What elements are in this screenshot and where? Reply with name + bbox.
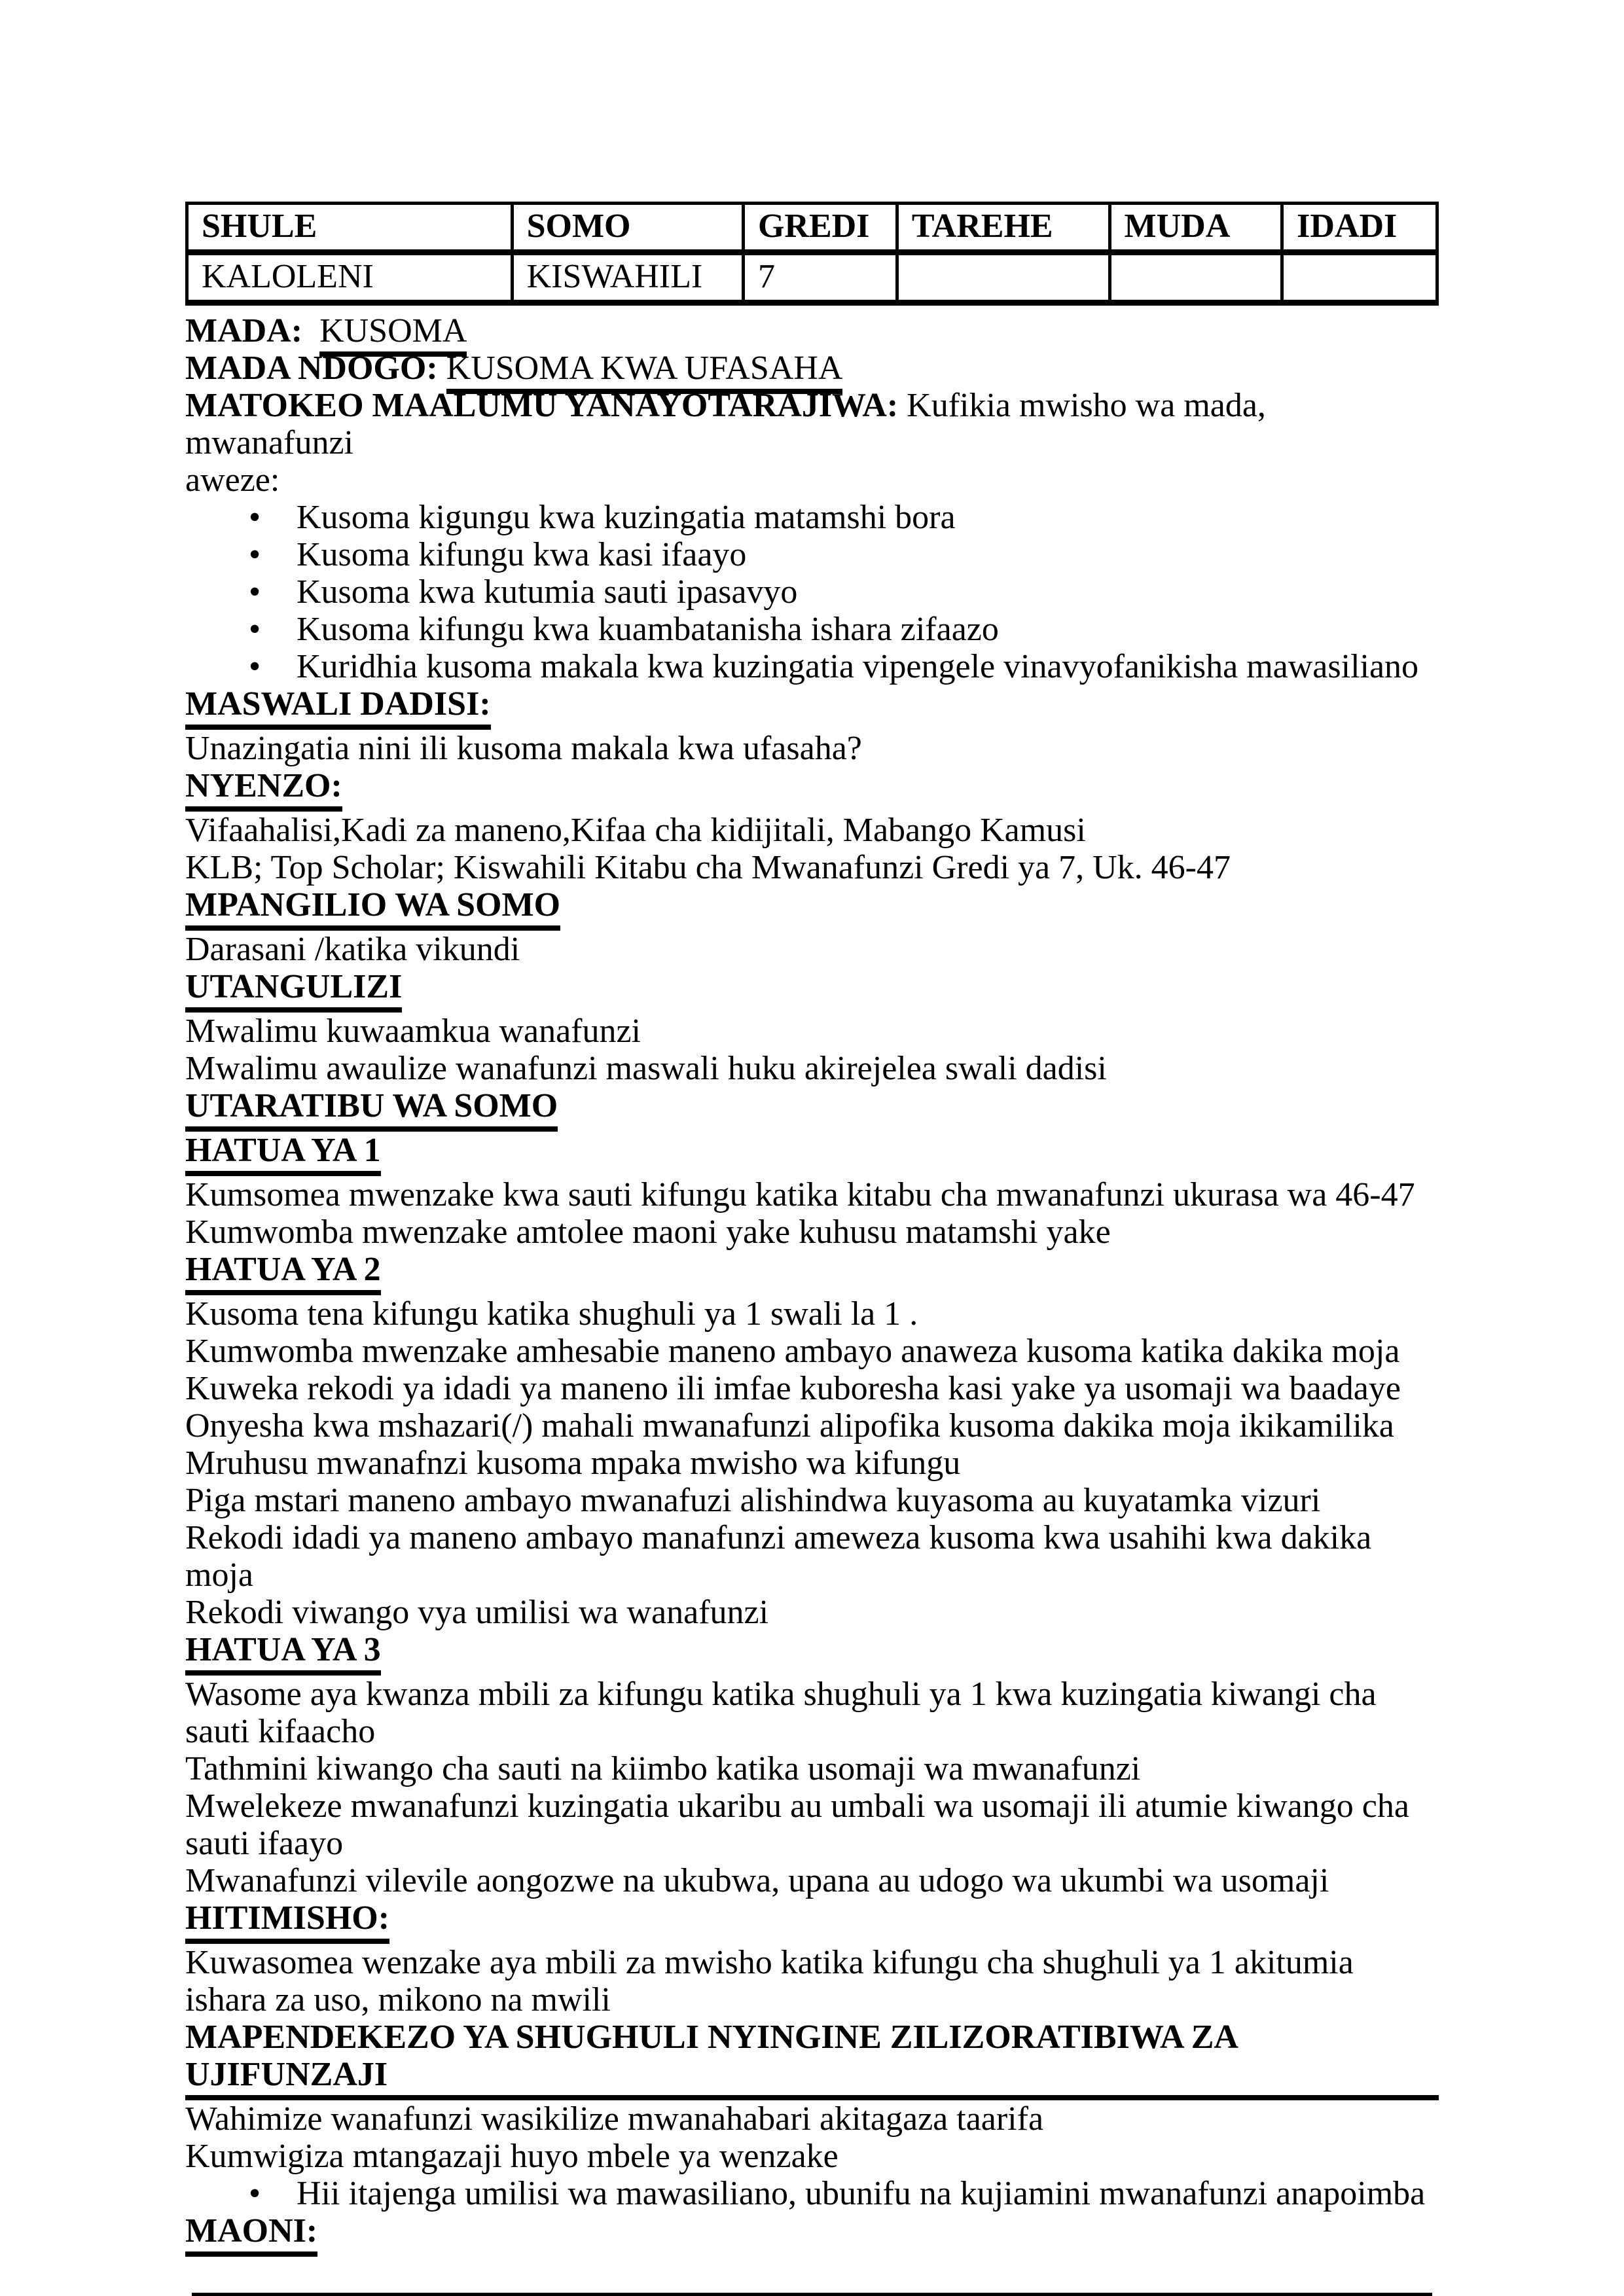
hatua2-line: Kuweka rekodi ya idadi ya maneno ili imfae kuboresha kasi yake ya usomaji wa baadaye	[185, 1370, 1401, 1407]
mapendekezo-heading: MAPENDEKEZO YA SHUGHULI NYINGINE ZILIZORATIBIWA ZA UJIFUNZAJI	[185, 2018, 1439, 2100]
header-table-data-row	[187, 253, 1437, 303]
hatua1-heading: HATUA YA 1	[185, 1132, 1439, 1176]
mpangilio-text: Darasani /katika vikundi	[185, 931, 520, 968]
cell-tarehe	[897, 253, 1110, 303]
col-shule: SHULE	[187, 204, 513, 253]
mada-ndogo-value: KUSOMA KWA UFASAHA	[446, 350, 843, 394]
objective-item	[185, 499, 1439, 536]
maswali-dadisi-heading: MASWALI DADISI:	[185, 685, 1439, 730]
hatua3-line: Mwanafunzi vilevile aongozwe na ukubwa, upana au udogo wa ukumbi wa usomaji	[185, 1862, 1329, 1899]
mada-value: KUSOMA	[319, 312, 467, 357]
hatua3-line: Wasome aya kwanza mbili za kifungu katika shughuli ya 1 kwa kuzingatia kiwangi cha sauti kifaacho	[185, 1676, 1377, 1750]
mapendekezo-line: Wahimize wanafunzi wasikilize mwanahabari akitagaza taarifa	[185, 2100, 1044, 2138]
utaratibu-heading: UTARATIBU WA SOMO	[185, 1087, 1439, 1132]
objective-text: Kusoma kifungu kwa kuambatanisha ishara zifaazo	[297, 611, 999, 648]
utangulizi-line: Mwalimu kuwaamkua wanafunzi	[185, 1013, 641, 1050]
hatua2-line: Onyesha kwa mshazari(/) mahali mwanafunzi alipofika kusoma dakika moja ikikamilika	[185, 1407, 1394, 1444]
maswali-dadisi-text: Unazingatia nini ili kusoma makala kwa ufasaha?	[185, 730, 862, 767]
nyenzo-heading: NYENZO:	[185, 767, 1439, 812]
bullet-marker: •	[249, 573, 261, 611]
maoni-writing-line	[192, 2293, 1432, 2296]
cell-somo: KISWAHILI	[512, 253, 743, 303]
bullet-marker: •	[249, 2175, 261, 2212]
header-table	[185, 202, 1439, 306]
hitimisho-heading: HITIMISHO:	[185, 1899, 1439, 1944]
mada-line	[185, 312, 1439, 350]
col-gredi: GREDI	[743, 204, 897, 253]
utangulizi-line: Mwalimu awaulize wanafunzi maswali huku akirejelea swali dadisi	[185, 1050, 1107, 1087]
cell-gredi: 7	[743, 253, 897, 303]
bullet-marker: •	[249, 611, 261, 648]
mada-ndogo-label: MADA NDOGO:	[185, 350, 438, 387]
hatua1-line: Kumwomba mwenzake amtolee maoni yake kuhusu matamshi yake	[185, 1213, 1111, 1251]
objective-text: Kusoma kigungu kwa kuzingatia matamshi bora	[297, 499, 956, 536]
matokeo-line	[185, 387, 1439, 499]
header-table-head-row	[187, 204, 1437, 253]
mapendekezo-bullet-item	[185, 2175, 1439, 2212]
mapendekezo-bullet-list	[185, 2175, 1439, 2212]
nyenzo-text: Vifaahalisi,Kadi za maneno,Kifaa cha kidijitali, Mabango Kamusi	[185, 812, 1086, 849]
hatua3-line: Tathmini kiwango cha sauti na kiimbo katika usomaji wa mwanafunzi	[185, 1750, 1141, 1787]
mada-label: MADA:	[185, 312, 303, 350]
mapendekezo-line: Kumwigiza mtangazaji huyo mbele ya wenzake	[185, 2138, 839, 2175]
hitimisho-line: Kuwasomea wenzake aya mbili za mwisho katika kifungu cha shughuli ya 1 akitumia ishara za uso, mikono na mwili	[185, 1944, 1354, 2018]
matokeo-label: MATOKEO MAALUMU YANAYOTARAJIWA:	[185, 387, 899, 424]
objective-item	[185, 611, 1439, 648]
hatua2-line: Piga mstari maneno ambayo mwanafuzi alishindwa kuyasoma au kuyatamka vizuri	[185, 1482, 1321, 1519]
matokeo-text2: aweze:	[185, 461, 280, 499]
col-muda: MUDA	[1110, 204, 1282, 253]
col-tarehe: TAREHE	[897, 204, 1110, 253]
utangulizi-heading: UTANGULIZI	[185, 968, 1439, 1013]
bullet-marker: •	[249, 536, 261, 573]
mapendekezo-bullet-text: Hii itajenga umilisi wa mawasiliano, ubunifu na kujiamini mwanafunzi anapoimba	[297, 2175, 1426, 2212]
col-somo: SOMO	[512, 204, 743, 253]
hatua2-heading: HATUA YA 2	[185, 1251, 1439, 1295]
hatua2-line: Rekodi idadi ya maneno ambayo manafunzi ameweza kusoma kwa usahihi kwa dakika moja	[185, 1519, 1372, 1594]
objective-text: Kuridhia kusoma makala kwa kuzingatia vipengele vinavyofanikisha mawasiliano	[297, 648, 1419, 685]
hatua2-line: Mruhusu mwanafnzi kusoma mpaka mwisho wa kifungu	[185, 1444, 961, 1482]
hatua2-line: Kumwomba mwenzake amhesabie maneno ambayo anaweza kusoma katika dakika moja	[185, 1333, 1400, 1370]
objectives-list	[185, 499, 1439, 685]
bullet-marker: •	[249, 648, 261, 685]
objective-item	[185, 536, 1439, 573]
mada-ndogo-line	[185, 350, 1439, 387]
cell-shule: KALOLENI	[187, 253, 513, 303]
bullet-marker: •	[249, 499, 261, 536]
hatua3-heading: HATUA YA 3	[185, 1631, 1439, 1676]
objective-item	[185, 573, 1439, 611]
hatua3-line: Mwelekeze mwanafunzi kuzingatia ukaribu au umbali wa usomaji ili atumie kiwango cha sauti ifaayo	[185, 1787, 1409, 1862]
cell-idadi	[1282, 253, 1437, 303]
maoni-heading: MAONI:	[185, 2212, 1439, 2257]
objective-text: Kusoma kwa kutumia sauti ipasavyo	[297, 573, 798, 611]
mpangilio-heading: MPANGILIO WA SOMO	[185, 886, 1439, 931]
matokeo-text: Kufikia mwisho wa mada, mwanafunzi	[185, 387, 1266, 461]
hatua1-line: Kumsomea mwenzake kwa sauti kifungu katika kitabu cha mwanafunzi ukurasa wa 46-47	[185, 1176, 1415, 1213]
objective-text: Kusoma kifungu kwa kasi ifaayo	[297, 536, 747, 573]
objective-item	[185, 648, 1439, 685]
hatua2-line: Rekodi viwango vya umilisi wa wanafunzi	[185, 1594, 769, 1631]
col-idadi: IDADI	[1282, 204, 1437, 253]
hatua2-line: Kusoma tena kifungu katika shughuli ya 1 swali la 1 .	[185, 1295, 918, 1333]
nyenzo-reference: KLB; Top Scholar; Kiswahili Kitabu cha Mwanafunzi Gredi ya 7, Uk. 46-47	[185, 849, 1231, 886]
cell-muda	[1110, 253, 1282, 303]
